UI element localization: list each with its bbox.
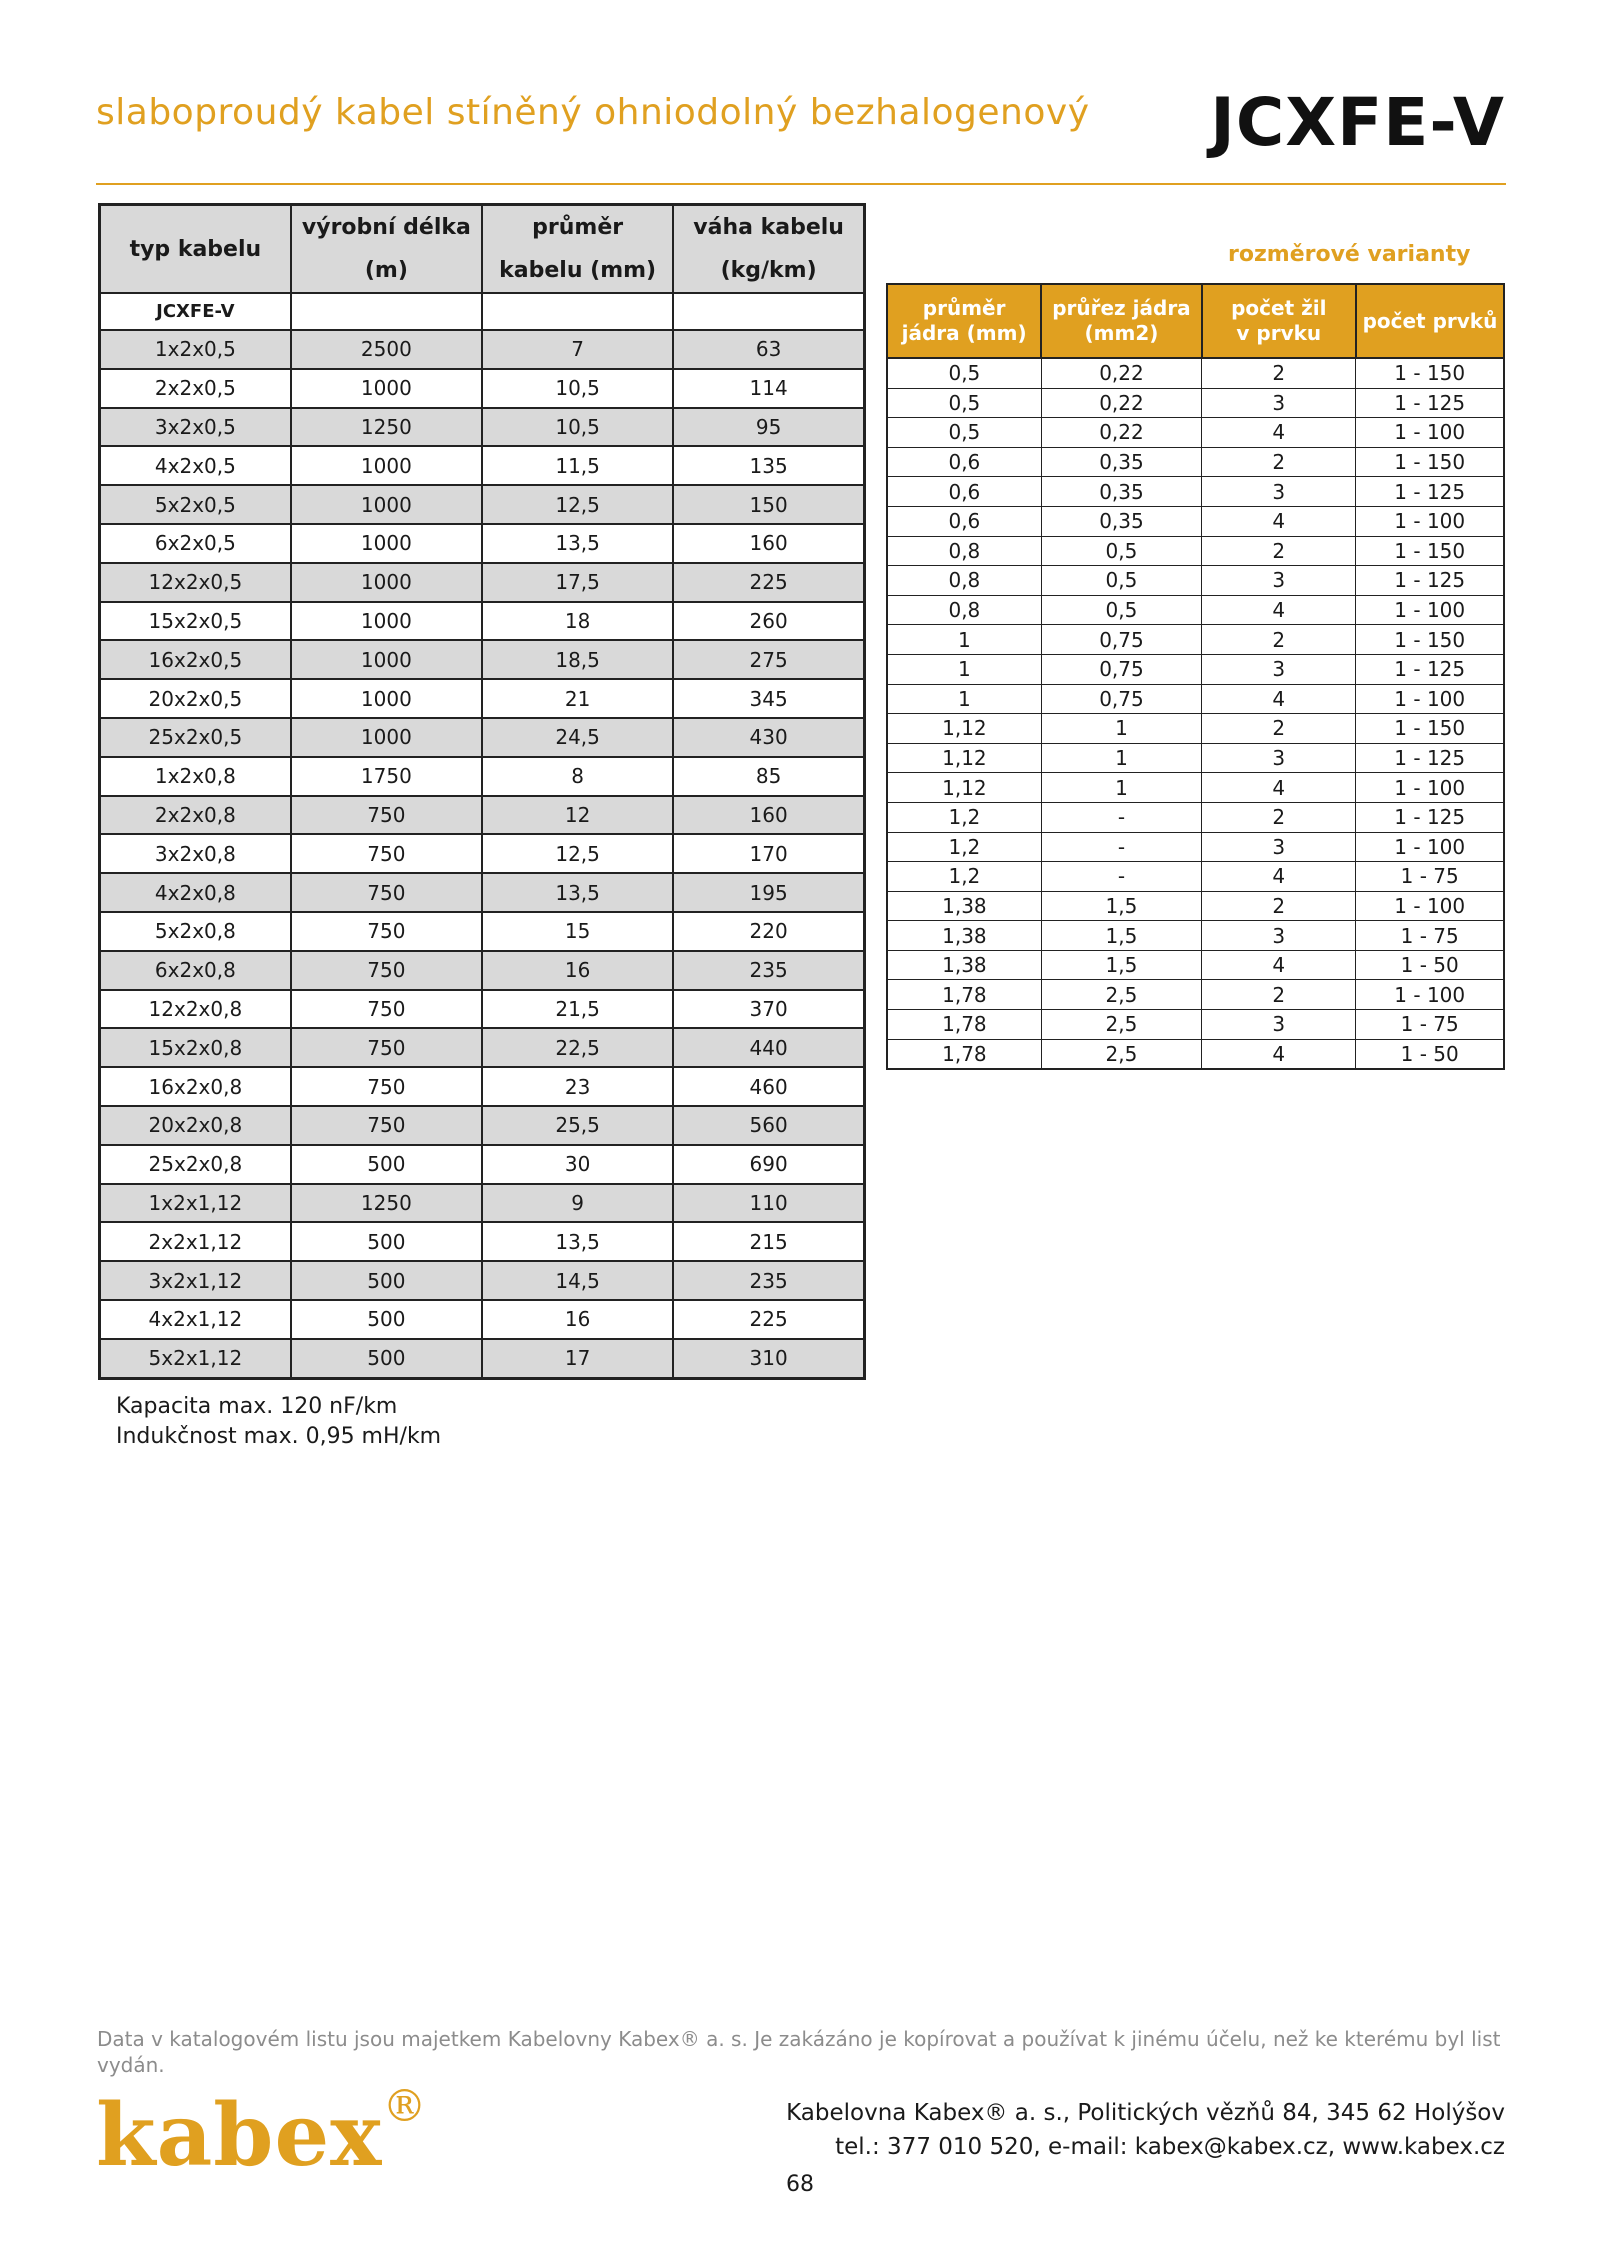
variant-cell: 0,5 <box>1041 566 1201 596</box>
table-cell: 15x2x0,5 <box>100 602 291 641</box>
table-cell: 4x2x1,12 <box>100 1300 291 1339</box>
table-cell: 310 <box>673 1339 864 1378</box>
variant-row <box>887 714 1504 744</box>
table-cell: 1000 <box>291 524 482 563</box>
variant-cell: 0,22 <box>1041 358 1201 388</box>
variant-cell: 3 <box>1202 388 1356 418</box>
variant-cell: 3 <box>1202 921 1356 951</box>
variant-cell: 1 - 75 <box>1356 921 1504 951</box>
table-cell: 460 <box>673 1067 864 1106</box>
table-cell: 220 <box>673 912 864 951</box>
table-cell: 17,5 <box>482 563 673 602</box>
table-row <box>100 524 865 563</box>
variant-cell: 2 <box>1202 447 1356 477</box>
company-contact: tel.: 377 010 520, e-mail: kabex@kabex.cz, www.kabex.cz <box>835 2134 1505 2160</box>
table-row <box>100 796 865 835</box>
variant-cell: 0,35 <box>1041 506 1201 536</box>
table-cell: 750 <box>291 951 482 990</box>
variant-cell: 1 <box>887 654 1041 684</box>
table-cell: 1750 <box>291 757 482 796</box>
variant-cell: 1 - 100 <box>1356 891 1504 921</box>
variant-cell: 1 - 150 <box>1356 447 1504 477</box>
table-cell: 2x2x1,12 <box>100 1222 291 1261</box>
table-cell: 25x2x0,5 <box>100 718 291 757</box>
table-cell: 4x2x0,8 <box>100 873 291 912</box>
variant-cell: 3 <box>1202 1010 1356 1040</box>
variants-table <box>886 283 1505 1070</box>
page-number: 68 <box>786 2172 814 2197</box>
table-row <box>100 602 865 641</box>
table-cell: 8 <box>482 757 673 796</box>
variant-cell: 2,5 <box>1041 980 1201 1010</box>
table-cell: 370 <box>673 990 864 1029</box>
product-title: JCXFE-V <box>1210 84 1505 161</box>
table-cell: 20x2x0,5 <box>100 679 291 718</box>
table-cell: 12,5 <box>482 834 673 873</box>
table-row <box>100 912 865 951</box>
variants-header-row <box>887 284 1504 358</box>
table-row <box>100 718 865 757</box>
variant-cell: 4 <box>1202 506 1356 536</box>
var-header-cross-section: průřez jádra (mm2) <box>1041 284 1201 358</box>
table-cell: 21 <box>482 679 673 718</box>
variant-row <box>887 477 1504 507</box>
variant-cell: 0,5 <box>887 358 1041 388</box>
variant-cell: 1 <box>1041 714 1201 744</box>
variant-cell: 3 <box>1202 832 1356 862</box>
variant-cell: 4 <box>1202 773 1356 803</box>
variant-cell: 0,35 <box>1041 477 1201 507</box>
table-cell: 25x2x0,8 <box>100 1145 291 1184</box>
variant-row <box>887 862 1504 892</box>
variant-cell: - <box>1041 832 1201 862</box>
capacity-note: Kapacita max. 120 nF/km <box>116 1394 398 1419</box>
table-cell: 18 <box>482 602 673 641</box>
table-cell: 3x2x0,5 <box>100 408 291 447</box>
table-cell: 95 <box>673 408 864 447</box>
table-cell: 1000 <box>291 718 482 757</box>
variant-cell: - <box>1041 802 1201 832</box>
table-cell: 225 <box>673 563 864 602</box>
table-cell: 4x2x0,5 <box>100 446 291 485</box>
table-cell: 1000 <box>291 446 482 485</box>
variant-cell: 1,2 <box>887 802 1041 832</box>
variant-cell: 1,5 <box>1041 950 1201 980</box>
table-row <box>100 640 865 679</box>
variant-cell: 2 <box>1202 714 1356 744</box>
table-cell: 10,5 <box>482 369 673 408</box>
variant-cell: 2 <box>1202 358 1356 388</box>
variant-row <box>887 1010 1504 1040</box>
variant-cell: 0,5 <box>1041 536 1201 566</box>
table-cell: 1x2x1,12 <box>100 1184 291 1223</box>
table-cell: 15 <box>482 912 673 951</box>
variant-cell: 1,38 <box>887 921 1041 951</box>
table-cell: 160 <box>673 524 864 563</box>
variant-cell: 4 <box>1202 418 1356 448</box>
variant-cell: 4 <box>1202 862 1356 892</box>
electrical-notes <box>116 1392 441 1452</box>
variant-cell: 0,5 <box>887 418 1041 448</box>
variant-cell: 0,8 <box>887 566 1041 596</box>
table-row <box>100 679 865 718</box>
variant-cell: 4 <box>1202 595 1356 625</box>
table-cell: 135 <box>673 446 864 485</box>
variant-cell: 1,78 <box>887 980 1041 1010</box>
table-cell: 6x2x0,8 <box>100 951 291 990</box>
variant-cell: 1 - 125 <box>1356 654 1504 684</box>
variant-cell: 1 <box>887 684 1041 714</box>
variant-cell: 1 - 125 <box>1356 743 1504 773</box>
company-info <box>786 2096 1505 2164</box>
table-cell: 1000 <box>291 679 482 718</box>
col-header-diameter: průměr kabelu (mm) <box>482 205 673 294</box>
table-cell: 500 <box>291 1300 482 1339</box>
variant-cell: 1 <box>887 625 1041 655</box>
table-cell: 2500 <box>291 330 482 369</box>
table-row <box>100 1028 865 1067</box>
variant-cell: 3 <box>1202 743 1356 773</box>
table-cell: 5x2x0,8 <box>100 912 291 951</box>
table-cell: 750 <box>291 1106 482 1145</box>
variant-cell: 1 - 125 <box>1356 802 1504 832</box>
table-cell: 195 <box>673 873 864 912</box>
table-row <box>100 951 865 990</box>
variant-cell: 2 <box>1202 625 1356 655</box>
variant-cell: 0,5 <box>1041 595 1201 625</box>
variant-cell: 2 <box>1202 536 1356 566</box>
table-cell: 13,5 <box>482 873 673 912</box>
variant-cell: 0,75 <box>1041 654 1201 684</box>
variant-cell: 1,2 <box>887 832 1041 862</box>
table-cell: 260 <box>673 602 864 641</box>
table-cell: 1x2x0,8 <box>100 757 291 796</box>
variant-row <box>887 418 1504 448</box>
table-cell: 13,5 <box>482 524 673 563</box>
table-cell: 1250 <box>291 1184 482 1223</box>
variant-row <box>887 684 1504 714</box>
variant-cell: 1,12 <box>887 743 1041 773</box>
variant-row <box>887 743 1504 773</box>
variant-cell: 2 <box>1202 891 1356 921</box>
variant-row <box>887 921 1504 951</box>
table-cell: 750 <box>291 1067 482 1106</box>
variant-cell: 4 <box>1202 684 1356 714</box>
variant-cell: 1 <box>1041 773 1201 803</box>
variant-cell: 1,78 <box>887 1010 1041 1040</box>
table-row <box>100 1184 865 1223</box>
table-row <box>100 1222 865 1261</box>
table-cell: 16x2x0,5 <box>100 640 291 679</box>
table-cell: 23 <box>482 1067 673 1106</box>
var-header-core-diameter: průměr jádra (mm) <box>887 284 1041 358</box>
table-cell: 750 <box>291 834 482 873</box>
table-cell: 20x2x0,8 <box>100 1106 291 1145</box>
variant-cell: 2 <box>1202 802 1356 832</box>
table-row <box>100 834 865 873</box>
variant-cell: 1 - 150 <box>1356 625 1504 655</box>
table-row <box>100 369 865 408</box>
variant-cell: 1,38 <box>887 950 1041 980</box>
variant-cell: 1,5 <box>1041 891 1201 921</box>
header-divider <box>96 183 1506 185</box>
variant-cell: 0,8 <box>887 536 1041 566</box>
table-row <box>100 446 865 485</box>
table-cell: 11,5 <box>482 446 673 485</box>
variant-cell: 1 - 100 <box>1356 773 1504 803</box>
table-cell: 1x2x0,5 <box>100 330 291 369</box>
table-cell: 18,5 <box>482 640 673 679</box>
table-cell: 1000 <box>291 640 482 679</box>
variant-row <box>887 536 1504 566</box>
table-cell: 275 <box>673 640 864 679</box>
group-label: JCXFE-V <box>100 293 291 330</box>
copyright-disclaimer: Data v katalogovém listu jsou majetkem Kabelovny Kabex® a. s. Je zakázáno je kopírovat a používat k jinému účelu, než ke kterému byl list vydán. <box>97 2027 1501 2077</box>
variant-cell: 1 - 100 <box>1356 980 1504 1010</box>
kabex-logo: kabex® <box>96 2081 428 2186</box>
table-cell: 235 <box>673 951 864 990</box>
table-row <box>100 1145 865 1184</box>
variant-cell: 0,22 <box>1041 418 1201 448</box>
variant-cell: 1,2 <box>887 862 1041 892</box>
table-cell: 440 <box>673 1028 864 1067</box>
variant-row <box>887 595 1504 625</box>
table-cell: 12,5 <box>482 485 673 524</box>
table-row <box>100 330 865 369</box>
table-cell: 16 <box>482 951 673 990</box>
variant-cell: 1 - 150 <box>1356 714 1504 744</box>
table-cell: 170 <box>673 834 864 873</box>
table-cell: 1000 <box>291 485 482 524</box>
variant-row <box>887 891 1504 921</box>
table-cell: 9 <box>482 1184 673 1223</box>
col-header-type: typ kabelu <box>100 205 291 294</box>
variant-cell: 1,12 <box>887 773 1041 803</box>
variant-cell: 2 <box>1202 980 1356 1010</box>
table-cell: 16x2x0,8 <box>100 1067 291 1106</box>
table-cell: 3x2x0,8 <box>100 834 291 873</box>
table-cell: 21,5 <box>482 990 673 1029</box>
table-cell: 500 <box>291 1222 482 1261</box>
table-row <box>100 408 865 447</box>
table-cell: 2x2x0,8 <box>100 796 291 835</box>
variant-cell: 3 <box>1202 566 1356 596</box>
variant-row <box>887 388 1504 418</box>
variants-title: rozměrové varianty <box>1228 242 1471 267</box>
table-cell: 7 <box>482 330 673 369</box>
var-header-elements: počet prvků <box>1356 284 1504 358</box>
variant-cell: 1 - 75 <box>1356 1010 1504 1040</box>
table-cell: 22,5 <box>482 1028 673 1067</box>
table-cell: 160 <box>673 796 864 835</box>
table-cell: 1250 <box>291 408 482 447</box>
table-cell: 1000 <box>291 602 482 641</box>
variant-cell: 3 <box>1202 477 1356 507</box>
variant-cell: 1 - 150 <box>1356 536 1504 566</box>
variant-cell: 1 - 100 <box>1356 506 1504 536</box>
variant-row <box>887 950 1504 980</box>
cable-specs-table <box>98 203 866 1380</box>
table-cell: 1000 <box>291 369 482 408</box>
variant-cell: 0,75 <box>1041 625 1201 655</box>
table-cell: 24,5 <box>482 718 673 757</box>
variant-row <box>887 654 1504 684</box>
variant-row <box>887 358 1504 388</box>
table-cell: 500 <box>291 1339 482 1378</box>
col-header-weight: váha kabelu (kg/km) <box>673 205 864 294</box>
group-row <box>100 293 865 330</box>
variant-cell: 2,5 <box>1041 1039 1201 1069</box>
page-subtitle: slaboproudý kabel stíněný ohniodolný bezhalogenový <box>96 92 1090 133</box>
variant-cell: 0,8 <box>887 595 1041 625</box>
variant-cell: 1 - 100 <box>1356 595 1504 625</box>
table-cell: 750 <box>291 990 482 1029</box>
table-cell: 690 <box>673 1145 864 1184</box>
table-cell: 17 <box>482 1339 673 1378</box>
table-cell: 750 <box>291 873 482 912</box>
table-cell: 15x2x0,8 <box>100 1028 291 1067</box>
table-row <box>100 873 865 912</box>
variant-cell: 0,22 <box>1041 388 1201 418</box>
variant-cell: 1 <box>1041 743 1201 773</box>
variant-row <box>887 802 1504 832</box>
variant-cell: 0,6 <box>887 477 1041 507</box>
table-cell: 225 <box>673 1300 864 1339</box>
variant-cell: 1 - 100 <box>1356 684 1504 714</box>
variant-cell: 4 <box>1202 950 1356 980</box>
variant-cell: 2,5 <box>1041 1010 1201 1040</box>
table-cell: 2x2x0,5 <box>100 369 291 408</box>
table-cell: 345 <box>673 679 864 718</box>
variant-cell: 1,5 <box>1041 921 1201 951</box>
variant-row <box>887 1039 1504 1069</box>
table-row <box>100 990 865 1029</box>
table-cell: 560 <box>673 1106 864 1145</box>
variant-cell: 0,5 <box>887 388 1041 418</box>
variant-cell: 0,6 <box>887 447 1041 477</box>
table-cell: 114 <box>673 369 864 408</box>
table-cell: 500 <box>291 1145 482 1184</box>
table-cell: 500 <box>291 1261 482 1300</box>
variant-cell: 1 - 150 <box>1356 358 1504 388</box>
table-cell: 25,5 <box>482 1106 673 1145</box>
table-cell: 85 <box>673 757 864 796</box>
table-cell: 750 <box>291 796 482 835</box>
table-row <box>100 757 865 796</box>
variant-row <box>887 980 1504 1010</box>
table-row <box>100 563 865 602</box>
table-cell: 10,5 <box>482 408 673 447</box>
table-cell: 13,5 <box>482 1222 673 1261</box>
table-cell: 5x2x1,12 <box>100 1339 291 1378</box>
variant-cell: 1 - 50 <box>1356 950 1504 980</box>
variant-cell: 1 - 125 <box>1356 388 1504 418</box>
table-cell: 14,5 <box>482 1261 673 1300</box>
variant-cell: 1 - 125 <box>1356 566 1504 596</box>
variant-cell: 0,35 <box>1041 447 1201 477</box>
variant-row <box>887 566 1504 596</box>
table-cell: 16 <box>482 1300 673 1339</box>
variant-cell: 4 <box>1202 1039 1356 1069</box>
variant-cell: 1 - 100 <box>1356 418 1504 448</box>
table-cell: 63 <box>673 330 864 369</box>
variant-cell: 1 - 75 <box>1356 862 1504 892</box>
variant-row <box>887 773 1504 803</box>
variant-row <box>887 625 1504 655</box>
table-cell: 1000 <box>291 563 482 602</box>
variant-row <box>887 447 1504 477</box>
table-cell: 110 <box>673 1184 864 1223</box>
table-cell: 150 <box>673 485 864 524</box>
variant-cell: 0,6 <box>887 506 1041 536</box>
var-header-wires: počet žil v prvku <box>1202 284 1356 358</box>
variant-cell: 0,75 <box>1041 684 1201 714</box>
variant-cell: 1,78 <box>887 1039 1041 1069</box>
col-header-length: výrobní délka (m) <box>291 205 482 294</box>
table-cell: 6x2x0,5 <box>100 524 291 563</box>
company-address: Kabelovna Kabex® a. s., Politických vězňů 84, 345 62 Holýšov <box>786 2100 1505 2126</box>
table-cell: 5x2x0,5 <box>100 485 291 524</box>
table-row <box>100 1261 865 1300</box>
variant-cell: 1 - 50 <box>1356 1039 1504 1069</box>
table-cell: 235 <box>673 1261 864 1300</box>
table-cell: 12x2x0,8 <box>100 990 291 1029</box>
table-row <box>100 1106 865 1145</box>
table-cell: 12x2x0,5 <box>100 563 291 602</box>
variant-cell: 3 <box>1202 654 1356 684</box>
table-cell: 750 <box>291 1028 482 1067</box>
table-header-row <box>100 205 865 294</box>
table-cell: 3x2x1,12 <box>100 1261 291 1300</box>
table-row <box>100 485 865 524</box>
table-row <box>100 1300 865 1339</box>
variant-cell: 1,38 <box>887 891 1041 921</box>
inductance-note: Indukčnost max. 0,95 mH/km <box>116 1424 442 1449</box>
table-cell: 750 <box>291 912 482 951</box>
variant-cell: 1 - 100 <box>1356 832 1504 862</box>
table-row <box>100 1339 865 1378</box>
variant-cell: 1,12 <box>887 714 1041 744</box>
variant-row <box>887 506 1504 536</box>
variant-cell: 1 - 125 <box>1356 477 1504 507</box>
table-cell: 215 <box>673 1222 864 1261</box>
table-cell: 12 <box>482 796 673 835</box>
table-cell: 30 <box>482 1145 673 1184</box>
variant-cell: - <box>1041 862 1201 892</box>
variant-row <box>887 832 1504 862</box>
table-row <box>100 1067 865 1106</box>
table-cell: 430 <box>673 718 864 757</box>
